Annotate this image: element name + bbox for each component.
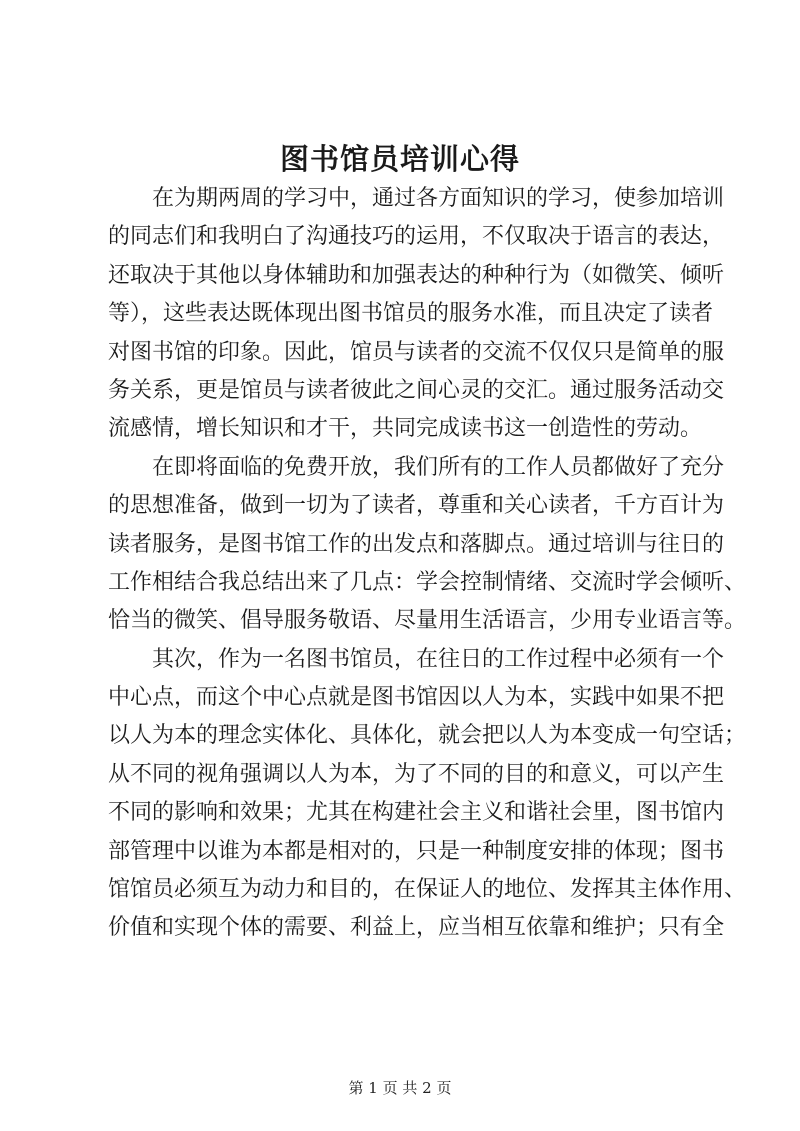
text-line: 还取决于其他以身体辅助和加强表达的种种行为（如微笑、倾听: [108, 262, 725, 288]
text-line: 从不同的视角强调以人为本，为了不同的目的和意义，可以产生: [108, 761, 725, 787]
text-line: 在即将面临的免费开放，我们所有的工作人员都做好了充分: [152, 454, 725, 480]
text-line: 其次，作为一名图书馆员，在往日的工作过程中必须有一个: [152, 646, 725, 672]
text-line: 的同志们和我明白了沟通技巧的运用，不仅取决于语言的表达，: [108, 224, 725, 250]
text-line: 的思想准备，做到一切为了读者，尊重和关心读者，千方百计为: [108, 493, 725, 519]
text-line: 馆馆员必须互为动力和目的，在保证人的地位、发挥其主体作用、: [108, 877, 747, 903]
document-title: 图书馆员培训心得: [279, 142, 520, 176]
text-line: 流感情，增长知识和才干，共同完成读书这一创造性的劳动。: [108, 416, 703, 442]
paragraph: [108, 449, 747, 641]
page-footer: 第 1 页 共 2 页: [348, 1079, 452, 1097]
paragraph: [108, 180, 725, 449]
text-line: 等），这些表达既体现出图书馆员的服务水准，而且决定了读者: [108, 301, 714, 327]
text-line: 读者服务，是图书馆工作的出发点和落脚点。通过培训与往日的: [108, 531, 725, 557]
document-body: [108, 180, 747, 948]
text-line: 对图书馆的印象。因此，馆员与读者的交流不仅仅只是简单的服: [108, 339, 725, 365]
text-line: 价值和实现个体的需要、利益上，应当相互依靠和维护；只有全: [108, 915, 725, 941]
paragraph: [108, 641, 747, 948]
text-line: 工作相结合我总结出来了几点：学会控制情绪、交流时学会倾听、: [108, 569, 747, 595]
text-line: 不同的影响和效果；尤其在构建社会主义和谐社会里，图书馆内: [108, 800, 725, 826]
text-line: 在为期两周的学习中，通过各方面知识的学习，使参加培训: [152, 186, 725, 211]
text-line: 中心点，而这个中心点就是图书馆因以人为本，实践中如果不把: [108, 685, 725, 711]
text-line: 务关系，更是馆员与读者彼此之间心灵的交汇。通过服务活动交: [108, 377, 725, 403]
text-line: 部管理中以谁为本都是相对的，只是一种制度安排的体现；图书: [108, 838, 725, 864]
text-line: 以人为本的理念实体化、具体化，就会把以人为本变成一句空话；: [108, 723, 747, 749]
text-line: 恰当的微笑、倡导服务敬语、尽量用生活语言，少用专业语言等。: [108, 608, 747, 634]
